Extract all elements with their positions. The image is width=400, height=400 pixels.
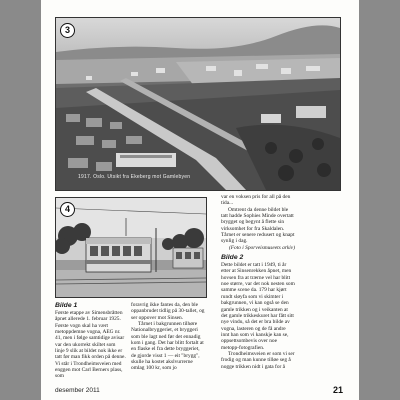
page-number: 21	[333, 385, 344, 395]
body-paragraph: Trondheimsveien er som vi ser frodig og man kunne tilløe seg å nogge trikken nidt i gata for å	[221, 350, 295, 370]
body-paragraph: Første etappe av Simensbråtten åpnet allerede 1. februar 1925. Første vogn skal ha vært metoppdemne vogna, AEG nr. 41, men i følge samtidige avisar var den ukorrekt skiltet som linje 9 slik at bildet nok ikke er tatt før man fikk orden på denne. Vi står i Trondheimsveien med enggen mot Carl Berners plass, som	[55, 310, 126, 380]
photo-number-badge: 3	[60, 23, 75, 38]
body-paragraph: foravrig ikke fantes da, den ble oppanbrudet tidlig på 30-tallet, og ser oppover mot Sinsen.	[131, 302, 205, 321]
tram-photo	[55, 197, 207, 298]
body-paragraph: Dette bildet er tatt i 1949, ti år etter at Sinsenrekken åpnet, men hovsen fra at trærne vel har blitt noe større, var det nok nesten som samme scene da. 179 har kjørt rundt sløyfa som vi skimter i bakgrunnen, vi kan også se den gamle trikken og i veikanten at det gamle trikkeskuret har fått sitt nye vindu, så det er bra bilde av vogna, lasteren og de få andre innt han som vi kanskje kan se, oppsettsombevis over noe metopp-fotografien.	[221, 262, 295, 351]
photo-caption: 1917. Oslo. Utsikt fra Ekeberg mot Gamlebyen	[78, 174, 191, 180]
photo-number-badge: 4	[60, 202, 75, 217]
body-paragraph: var en voksen pris for all på den tida...	[221, 194, 291, 207]
text-column-1	[55, 302, 126, 380]
issue-date: desember 2011	[55, 387, 100, 394]
aerial-city-photo-graphic	[56, 18, 340, 190]
text-column-3	[221, 194, 295, 370]
section-heading: Bilde 1	[55, 302, 78, 309]
magazine-page	[41, 0, 359, 400]
section-heading: Bilde 2	[221, 254, 244, 262]
aerial-city-photo	[55, 17, 341, 191]
body-paragraph: Omtrent da denne bildet ble tatt hadde Sophies Minde overtatt brygget og begynt å flette sin virksomhet for fra Skaldalen. Tårnet er senere redusert og knapt synlig i dag.	[221, 206, 295, 245]
tram-photo-graphic	[56, 198, 206, 297]
body-paragraph: Tårnet i bakgrunnen tilhøre Nationalbryggeriet, et bryggeri som ble lagt ned før det ennadig kom i gang. Det har blitt fortalt at en flaske el fra dette bryggeriet, de gjorde visst 1 — eit "brygg", skulle ha kostet akslvurrerne omlag 100 kr, som jo	[131, 321, 204, 372]
text-column-2	[131, 302, 205, 372]
photo-credit: (Foto i Sporveismuseets arkiv)	[228, 244, 295, 251]
